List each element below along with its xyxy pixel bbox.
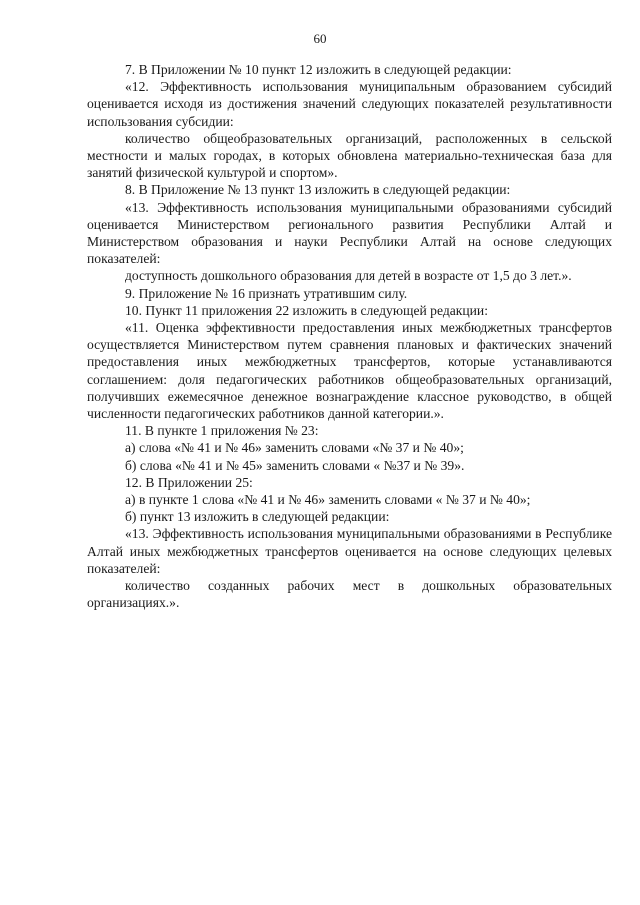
paragraph-item-12: 12. В Приложении 25: xyxy=(125,474,253,490)
paragraph-item-10: 10. Пункт 11 приложения 22 изложить в следующей редакции: xyxy=(125,302,488,318)
paragraph-indicator-schools: количество общеобразовательных организаций, расположенных в сельской местности и малых городах, в которых обновлена материально-техническая база для занятий физической культурой и спортом». xyxy=(87,130,612,181)
paragraph-item-11: 11. В пункте 1 приложения № 23: xyxy=(125,423,319,439)
paragraph-item-11-a: а) слова «№ 41 и № 46» заменить словами «№ 37 и № 40»; xyxy=(125,440,464,456)
paragraph-quote-13-b: «13. Эффективность использования муниципальными образованиями в Республике Алтай иных межбюджетных трансфертов оценивается на основе следующих целевых показателей: xyxy=(87,526,612,576)
paragraph-item-7: 7. В Приложении № 10 пункт 12 изложить в следующей редакции: xyxy=(125,62,512,77)
paragraph-item-11-b: б) слова «№ 41 и № 45» заменить словами « №37 и № 39». xyxy=(125,457,465,473)
paragraph-indicator-preschool: доступность дошкольного образования для детей в возрасте от 1,5 до 3 лет.». xyxy=(125,268,572,284)
paragraph-item-8: 8. В Приложение № 13 пункт 13 изложить в следующей редакции: xyxy=(125,182,511,198)
paragraph-item-12-a: а) в пункте 1 слова «№ 41 и № 46» заменить словами « № 37 и № 40»; xyxy=(125,492,531,508)
paragraph-item-12-b: б) пункт 13 изложить в следующей редакции: xyxy=(125,509,390,525)
paragraph-item-9: 9. Приложение № 16 признать утратившим силу. xyxy=(125,285,408,301)
paragraph-indicator-workplaces: количество созданных рабочих мест в дошкольных образовательных организациях.». xyxy=(87,578,612,611)
paragraph-quote-12: «12. Эффективность использования муниципальным образованием субсидий оценивается исходя из достижения значений следующих показателей результативности использования субсидии: xyxy=(87,79,612,129)
document-body xyxy=(87,61,612,612)
paragraph-quote-13-a: «13. Эффективность использования муниципальными образованиями субсидий оценивается Министерством регионального развития Республики Алтай и Министерством образования и науки Республики Алтай на основе следующих показателей: xyxy=(87,199,612,267)
page-number: 60 xyxy=(313,31,327,46)
paragraph-quote-11: «11. Оценка эффективности предоставления иных межбюджетных трансфертов осуществляется Министерством путем сравнения плановых и фактических значений предоставления иных межбюджетных трансфертов, которые устанавливаются соглашением: доля педагогических работников общеобразовательных организаций, получивших ежемесячное денежное вознаграждение классное руководство, в общей численности педагогических работников данной категории.». xyxy=(87,320,612,422)
